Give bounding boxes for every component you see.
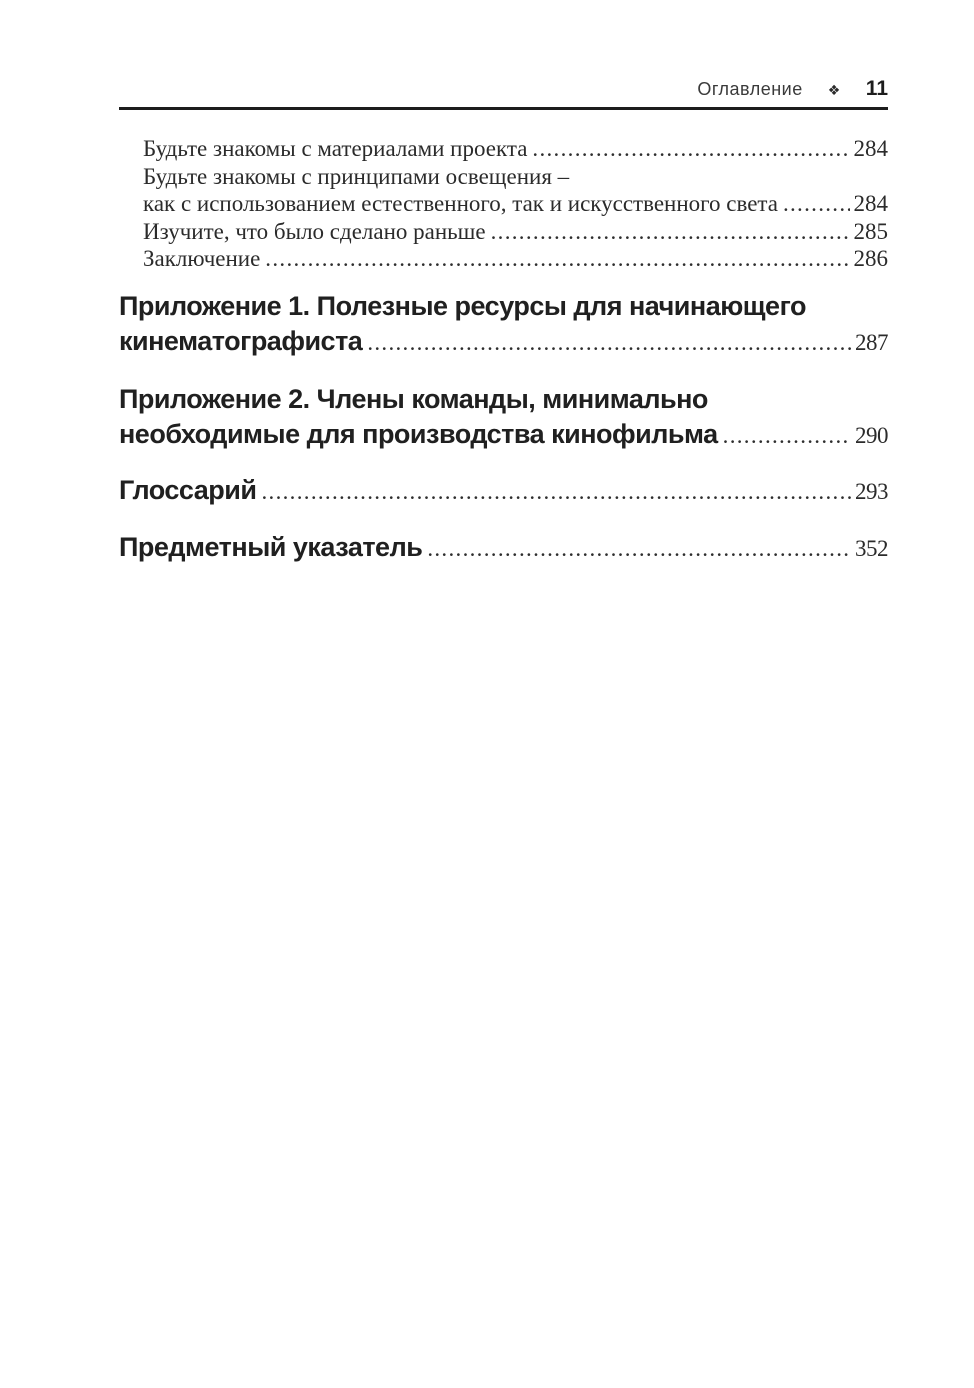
toc-entry-text: кинематографиста (119, 325, 363, 356)
toc-glossary (119, 473, 888, 509)
toc-appendix-2 (119, 382, 888, 453)
header-rule (119, 107, 888, 110)
toc-entry-page: 290 (855, 422, 888, 448)
toc-entry-text: Заключение (143, 246, 261, 271)
toc-entry-text: Приложение 2. Члены команды, минимально (119, 383, 708, 414)
toc-entry-page: 352 (855, 535, 888, 561)
toc-entry (143, 163, 888, 218)
table-of-contents (119, 135, 888, 566)
toc-entry-text: Изучите, что было сделано раньше (143, 218, 486, 244)
running-head (119, 0, 888, 101)
dotted-leader (427, 531, 851, 566)
dotted-leader (532, 135, 849, 163)
dotted-leader (723, 418, 851, 453)
toc-entry-page: 286 (853, 246, 888, 271)
toc-entry-page: 284 (853, 191, 888, 216)
dotted-leader (367, 325, 851, 360)
dotted-leader (265, 245, 849, 273)
toc-appendix-1 (119, 289, 888, 360)
toc-entry-page: 293 (855, 478, 888, 504)
dotted-leader (491, 218, 850, 246)
toc-sub-entries (119, 135, 888, 273)
toc-entry-text: Будьте знакомы с материалами проекта (143, 136, 528, 161)
toc-entry-text: Глоссарий (119, 474, 257, 505)
toc-entry-text: Приложение 1. Полезные ресурсы для начинающего (119, 290, 806, 321)
running-head-title: Оглавление (697, 79, 803, 99)
toc-subject-index (119, 530, 888, 566)
toc-entry-page: 287 (855, 329, 888, 355)
toc-entry (143, 245, 888, 273)
diamond-ornament-icon: ❖ (827, 83, 841, 99)
toc-entry-page: 285 (853, 218, 888, 244)
toc-entry-text: Предметный указатель (119, 531, 423, 562)
toc-entry (143, 135, 888, 163)
dotted-leader (261, 474, 851, 509)
toc-entry-text: необходимые для производства кинофильма (119, 418, 718, 449)
dotted-leader (783, 190, 850, 218)
page-number: 11 (865, 77, 888, 100)
toc-entry (143, 218, 888, 246)
toc-entry-text: как с использованием естественного, так и искусственного света (143, 191, 778, 216)
toc-entry-page: 284 (853, 136, 888, 161)
page-header (119, 0, 888, 110)
toc-entry-text: Будьте знакомы с принципами освещения – (143, 163, 570, 189)
